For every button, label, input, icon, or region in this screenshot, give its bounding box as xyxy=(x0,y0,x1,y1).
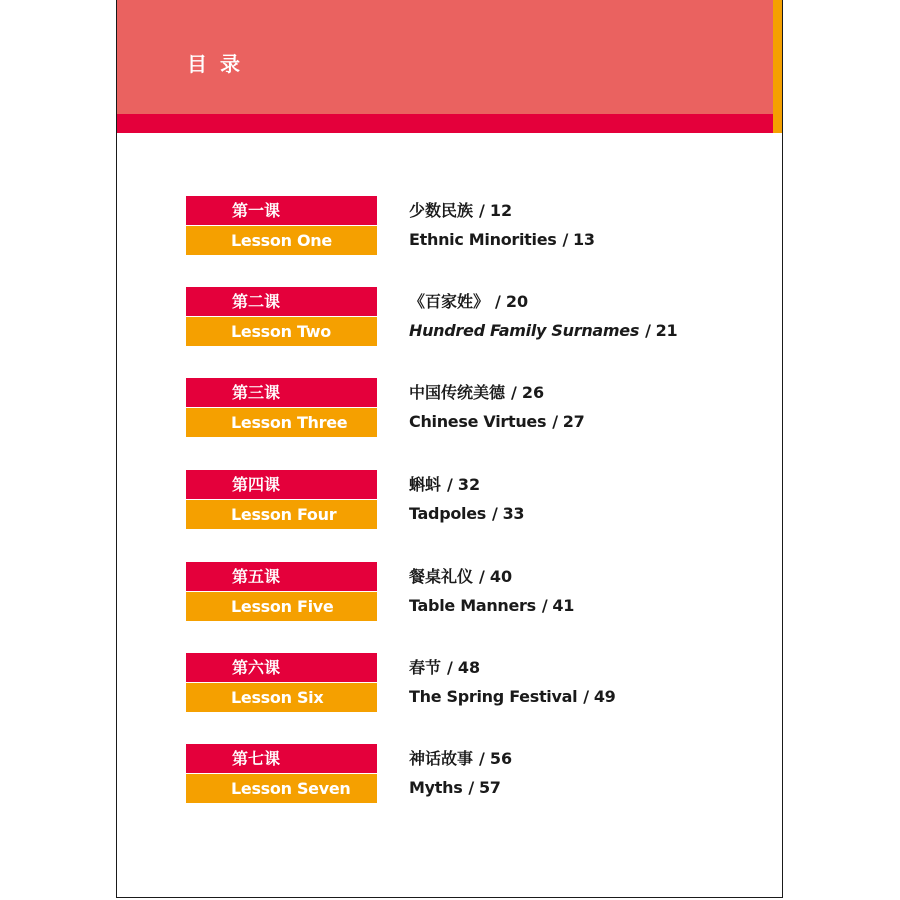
lesson-number-cn: 第一课 xyxy=(186,196,377,225)
page-number: 56 xyxy=(489,749,513,768)
topic-cn-text: 少数民族 xyxy=(409,201,474,220)
topic-title-cn[interactable] xyxy=(409,289,528,315)
lesson-number-cn: 第六课 xyxy=(186,653,377,682)
separator: / xyxy=(479,201,485,220)
lesson-number-en: Lesson One xyxy=(186,226,377,255)
lesson-number-en: Lesson Four xyxy=(186,500,377,529)
toc-entry-lesson-7[interactable] xyxy=(117,744,782,804)
topic-cn-text: 中国传统美德 xyxy=(409,383,506,402)
topic-en-text: Tadpoles xyxy=(409,504,487,523)
page-number: 57 xyxy=(478,778,501,797)
page-number: 32 xyxy=(457,475,481,494)
separator: / xyxy=(495,292,501,311)
topic-en-text: Table Manners xyxy=(409,596,536,615)
topic-title-cn[interactable] xyxy=(409,655,480,681)
page-number: 12 xyxy=(489,201,513,220)
topic-title-cn[interactable] xyxy=(409,472,480,498)
toc-entry-lesson-3[interactable] xyxy=(117,378,782,438)
page-number: 27 xyxy=(562,412,585,431)
topic-title-cn[interactable] xyxy=(409,564,512,590)
page-number: 49 xyxy=(593,687,616,706)
toc-entry-lesson-1[interactable] xyxy=(117,196,782,256)
separator: / xyxy=(645,321,651,340)
lesson-number-en: Lesson Three xyxy=(186,408,377,437)
lesson-number-cn: 第四课 xyxy=(186,470,377,499)
topic-en-text: Chinese Virtues xyxy=(409,412,547,431)
lesson-number-en: Lesson Six xyxy=(186,683,377,712)
topic-en-text: Ethnic Minorities xyxy=(409,230,557,249)
topic-en-text: Myths xyxy=(409,778,463,797)
page-number: 40 xyxy=(489,567,513,586)
lesson-number-cn: 第五课 xyxy=(186,562,377,591)
separator: / xyxy=(479,567,485,586)
page-number: 33 xyxy=(502,504,525,523)
topic-cn-text: 餐桌礼仪 xyxy=(409,567,474,586)
topic-cn-text: 蝌蚪 xyxy=(409,475,442,494)
topic-title-en[interactable] xyxy=(409,593,574,619)
separator: / xyxy=(447,658,453,677)
lesson-number-cn: 第三课 xyxy=(186,378,377,407)
topic-title-cn[interactable] xyxy=(409,198,512,224)
topic-title-cn[interactable] xyxy=(409,380,544,406)
topic-title-en[interactable] xyxy=(409,318,677,344)
page-number: 20 xyxy=(505,292,529,311)
separator: / xyxy=(583,687,589,706)
page-number: 13 xyxy=(573,230,595,249)
topic-title-en[interactable] xyxy=(409,501,524,527)
separator: / xyxy=(562,230,569,249)
toc-entry-lesson-6[interactable] xyxy=(117,653,782,713)
topic-title-en[interactable] xyxy=(409,684,616,710)
separator: / xyxy=(447,475,453,494)
separator: / xyxy=(552,412,558,431)
separator: / xyxy=(479,749,485,768)
page-title: 目 录 xyxy=(187,52,243,76)
topic-cn-text: 《百家姓》 xyxy=(409,292,490,311)
toc-entry-lesson-5[interactable] xyxy=(117,562,782,622)
separator: / xyxy=(468,778,474,797)
table-of-contents xyxy=(117,0,782,897)
topic-en-text: The Spring Festival xyxy=(409,687,578,706)
lesson-number-cn: 第二课 xyxy=(186,287,377,316)
topic-title-en[interactable] xyxy=(409,775,501,801)
topic-title-cn[interactable] xyxy=(409,746,512,772)
lesson-number-en: Lesson Five xyxy=(186,592,377,621)
topic-title-en[interactable] xyxy=(409,409,584,435)
lesson-number-cn: 第七课 xyxy=(186,744,377,773)
toc-page xyxy=(116,0,783,898)
topic-cn-text: 春节 xyxy=(409,658,442,677)
topic-en-text: Hundred Family Surnames xyxy=(409,321,640,340)
page-number: 48 xyxy=(457,658,481,677)
topic-title-en[interactable] xyxy=(409,227,595,253)
lesson-number-en: Lesson Seven xyxy=(186,774,377,803)
page-number: 21 xyxy=(655,321,678,340)
lesson-number-en: Lesson Two xyxy=(186,317,377,346)
separator: / xyxy=(541,596,548,615)
toc-entry-lesson-4[interactable] xyxy=(117,470,782,530)
toc-entry-lesson-2[interactable] xyxy=(117,287,782,347)
separator: / xyxy=(511,383,517,402)
page-number: 41 xyxy=(552,596,575,615)
page-number: 26 xyxy=(521,383,545,402)
topic-cn-text: 神话故事 xyxy=(409,749,474,768)
separator: / xyxy=(492,504,498,523)
